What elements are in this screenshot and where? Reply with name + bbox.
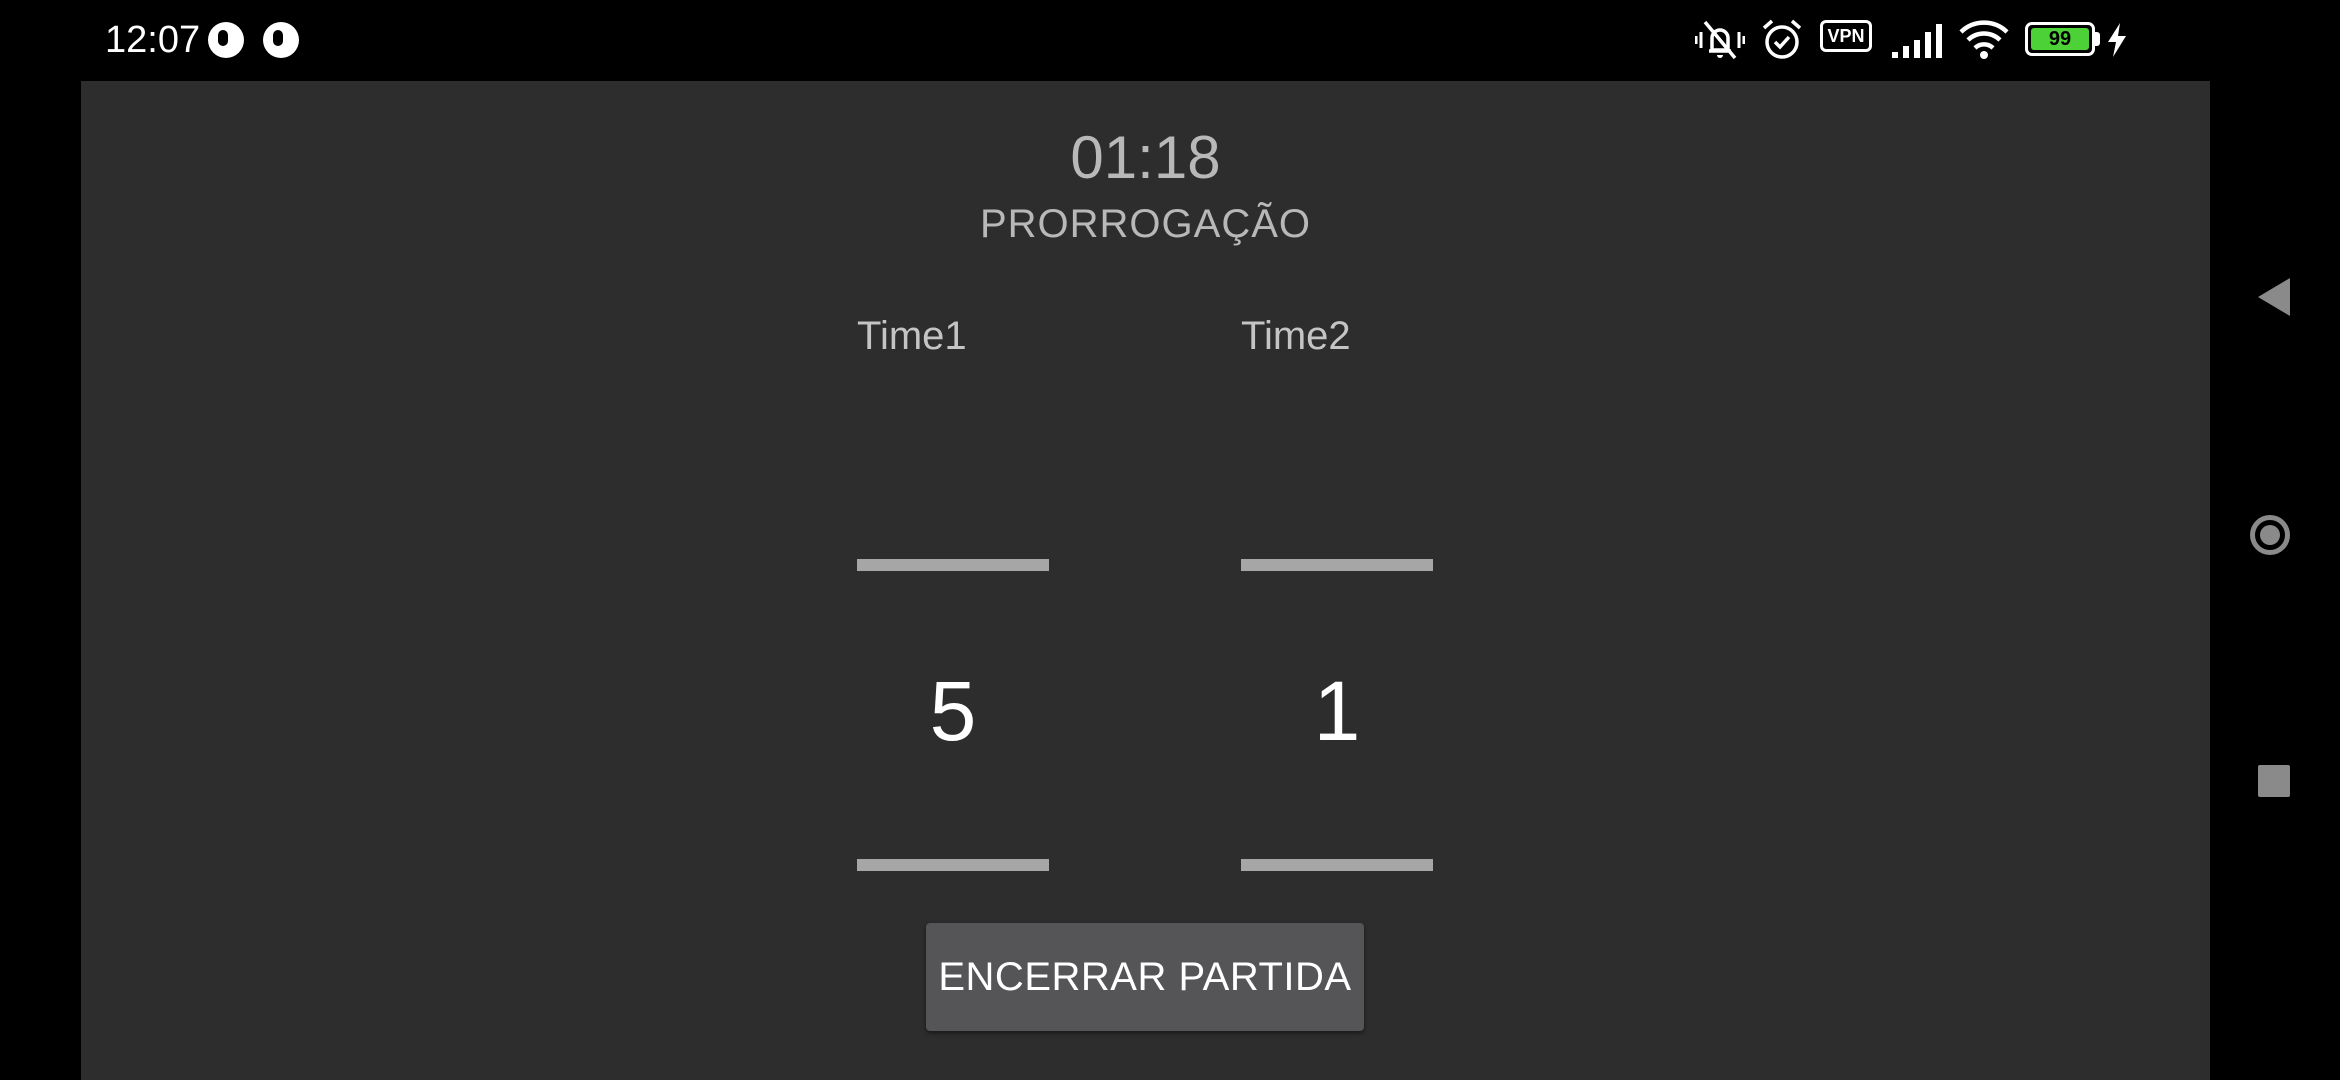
- match-period: PRORROGAÇÃO: [979, 202, 1312, 246]
- team-2-name: Time2: [1241, 314, 1351, 358]
- cellular-signal-icon: [1890, 20, 1946, 60]
- app-notification-icon: [208, 22, 244, 58]
- match-screen: [81, 81, 2210, 1080]
- wifi-icon: [1958, 18, 2010, 62]
- app-notification-icon: [263, 22, 299, 58]
- team-1-name: Time1: [857, 314, 967, 358]
- back-icon[interactable]: [2258, 278, 2290, 316]
- match-timer: 01:18: [1070, 124, 1221, 191]
- battery-icon: [2025, 22, 2095, 56]
- status-bar: [0, 0, 2210, 80]
- vibrate-mute-icon: [1695, 18, 1745, 62]
- team-1-score[interactable]: 5: [929, 664, 977, 758]
- status-clock: 12:07: [105, 19, 201, 61]
- charging-bolt-icon: [2105, 22, 2129, 58]
- battery-cap: [2095, 32, 2100, 46]
- team-1-bottom-field[interactable]: [857, 859, 1049, 871]
- navigation-bar: [2210, 0, 2340, 1080]
- alarm-icon: [1760, 18, 1804, 62]
- end-match-button[interactable]: ENCERRAR PARTIDA: [926, 923, 1364, 1031]
- recents-icon[interactable]: [2258, 765, 2290, 797]
- vpn-icon: VPN: [1820, 20, 1872, 52]
- battery-level: 99: [2031, 28, 2089, 50]
- team-2-score[interactable]: 1: [1313, 664, 1361, 758]
- team-2-panel: [1241, 311, 1433, 758]
- team-1-panel: [857, 311, 1049, 758]
- team-1-top-field[interactable]: [857, 559, 1049, 571]
- home-icon[interactable]: [2250, 515, 2290, 555]
- team-2-top-field[interactable]: [1241, 559, 1433, 571]
- team-2-bottom-field[interactable]: [1241, 859, 1433, 871]
